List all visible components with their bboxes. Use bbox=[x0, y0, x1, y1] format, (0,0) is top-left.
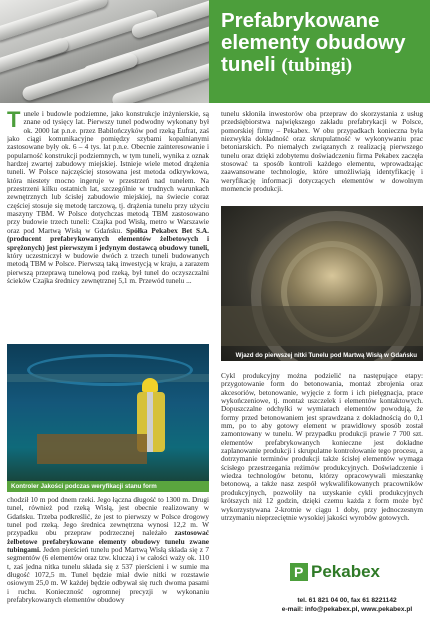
paragraph-second: chodził 10 m pod dnem rzeki. Jego łączna długość to 1300 m. Drugi tunel, również pod rzeką Wisłą, jest obecnie realizowany w Gdańsku. Trzeba podkreślić, że jest to pierwszy w Polsce drogowy tunel pod rzeką. Jego średnica zewnętrzna wynosi 12,2 m. W przypadku obu przepraw podrzecznej należało bbox=[7, 496, 209, 538]
article-column-2b bbox=[221, 372, 423, 554]
photo-quality-controller bbox=[7, 344, 209, 492]
title-line-2: elementy obudowy bbox=[221, 31, 406, 54]
logo-letter: P bbox=[294, 564, 304, 580]
article-column-1b bbox=[7, 496, 209, 618]
drop-cap: T bbox=[7, 110, 21, 132]
contact-email: e-mail: info@pekabex.pl, www.pekabex.pl bbox=[281, 605, 413, 613]
article-column-2 bbox=[221, 110, 423, 202]
paragraph-second-highlight: zastosować żelbetowe prefabrykowane elementy obudowy tunelu zwane tubingami. bbox=[7, 528, 209, 555]
paragraph-right-intro: tunelu skłoniła inwestorów oba przepraw do skorzystania z usług przedsiębiorstwa największego zakładu prefabrykacji w Polsce, pomorskiej firmy – Pekabex. W obu przypadkach konieczna była niezwykła dokładność oraz skrupulatność w wykonywaniu prac betoniarskich. Po niemałych związanych z realizacją pierwszego tunelu oraz dzięki zdobytemu doświadczeniu firma Pekabex zaczęła stosować ta sposób kontroli każdego elementu, wprowadzając zaawansowane technologie, które umożliwiają identyfikację i weryfikację informacji dotyczących elementów w dowolnym momencie produkcji. bbox=[221, 110, 423, 194]
caption-worker: Kontroler Jakości podczas weryfikacji stanu form bbox=[7, 481, 209, 492]
photo-tunnel-entrance bbox=[221, 206, 423, 361]
article-column-1 bbox=[7, 110, 209, 336]
paragraph-second-continued: Jeden pierścień tunelu pod Martwą Wisłą składa się z 7 segmentów (6 elementów oraz tzw. klucza) i w całości waży ok. 110 t, zaś jedna nitka tunelu składa się z 537 pierścieni i w sumie ma długość 1072,5 m. Tunel będzie miał dwie nitki w rozstawie osiowym 25,0 m. W każdej będzie odbywał się ruch dwoma pasami i ruchu. Konieczność ogromnej precyzji w wykonaniu prefabrykowanych elementów obudowy bbox=[7, 545, 209, 605]
title-subtitle: (tubingi) bbox=[281, 55, 353, 76]
contact-info bbox=[267, 597, 427, 614]
paragraph-highlight: Spółka Pekabex Bet S.A. (producent prefabrykowanych elementów żelbetowych i sprężonych) jest pierwszym i jedynym dostawcą obudowy tuneli, bbox=[7, 225, 209, 252]
caption-tunnel: Wjazd do pierwszej nitki Tunelu pod Martwą Wisłą w Gdańsku bbox=[235, 352, 417, 359]
title-line-1: Prefabrykowane bbox=[221, 9, 380, 32]
contact-phone: tel. 61 821 04 00, fax 61 8221142 bbox=[297, 597, 397, 604]
paragraph-production-cycle: Cykl produkcyjny można podzielić na następujące etapy: przygotowanie form do betonowania, montaż zbrojenia oraz akcesoriów, betonowanie, wyjęcie z form i ich pielęgnacja, prace wykończeniowe, tj. montaż uszczelek i elementów kontaktowych. Dopuszczalne odchyłki w wymiarach elementów powodują, że formy przed betonowaniem jest sprawdzana z dokładnością do 0,1 mm, po to aby gotowy element w prawidłowy sposób został zamontowany w tunelu. W przypadku produkcji prawie 7 700 szt. elementów prefabrykowanych konieczne jest dokładne zaplanowanie produkcji i skrupulatne kontrolowanie tego procesu, a dotrzymanie terminów produkcji także ścisłej elementów wymaga ścisłego przestrzegania reżimów produkcyjnych. Doświadczenie i wiedza technologów betonu, którzy opracowywali mieszankę betonową, a także nasz zespół wykwalifikowanych pracowników produkcyjnych, pozwoliły na uzyskanie cykli produkcyjnych krótszych niż 12 godzin, dzięki czemu każda z form może być wykorzystywana 2-krotnie w ciągu 1 doby, przy jednoczesnym utrzymaniu nieprzeciętnie wysokiej jakości wyrobów gotowych. bbox=[221, 372, 423, 522]
page-title bbox=[221, 10, 426, 77]
paragraph-intro: unele i budowle podziemne, jako konstrukcje inżynierskie, są znane od tysięcy lat. Pierwszy tunel podwodny wykonany był ok. 2000 lat p.n.e. przez Babilończyków pod rzeką Eufrat, zaś jako ciągi komunikacyjne pomiędzy szybami kopalnianymi zastosowane były ok. 6 – 4 tys. lat p.n.e. Obecnie zainteresowanie i popularność konstrukcji podziemnych, w tym tuneli, wynika z oznak hardzej zwartej zabudowy miejskiej. Istnieje wiele metod drążenia tuneli. W Polsce najczęściej stosowana jest metoda odkrywkowa, która niestety mocno ingeruje w przestrzeń nad tunelem. Na przestrzeni kilku ostatnich lat, szczególnie w trudnych warunkach zewnętrznych lub ścisłej zabudowie miejskiej, na świecie coraz częściej stosuje się metodę tarczową, tj. drążenia tunelu przy użyciu maszyny TBM. W Polsce dotychczas metodą TBM zastosowano przy budowie trzech tuneli: Czajka pod Wisłą, metro w Warszawie oraz pod Martwą Wisłą w Gdańsku. bbox=[7, 110, 209, 235]
title-line-3: tuneli bbox=[221, 53, 276, 76]
header-title-panel bbox=[209, 0, 430, 103]
pekabex-logo-text: Pekabex bbox=[311, 562, 380, 581]
pekabex-logo-mark bbox=[290, 563, 308, 581]
paragraph-continued: który uczestniczył w budowie dwóch z trzech tuneli budowanych metodą TBM w Polsce. Pierwszą taką inwestycją w kraju, a zarazem pierwszą przeprawą tunelową pod rzeką, był tunel do oczyszczalni ścieków Czajka średnicy zewnętrznej 5,1 m. Przewód tunelu ... bbox=[7, 250, 209, 285]
header-photo-tubings bbox=[0, 0, 209, 103]
